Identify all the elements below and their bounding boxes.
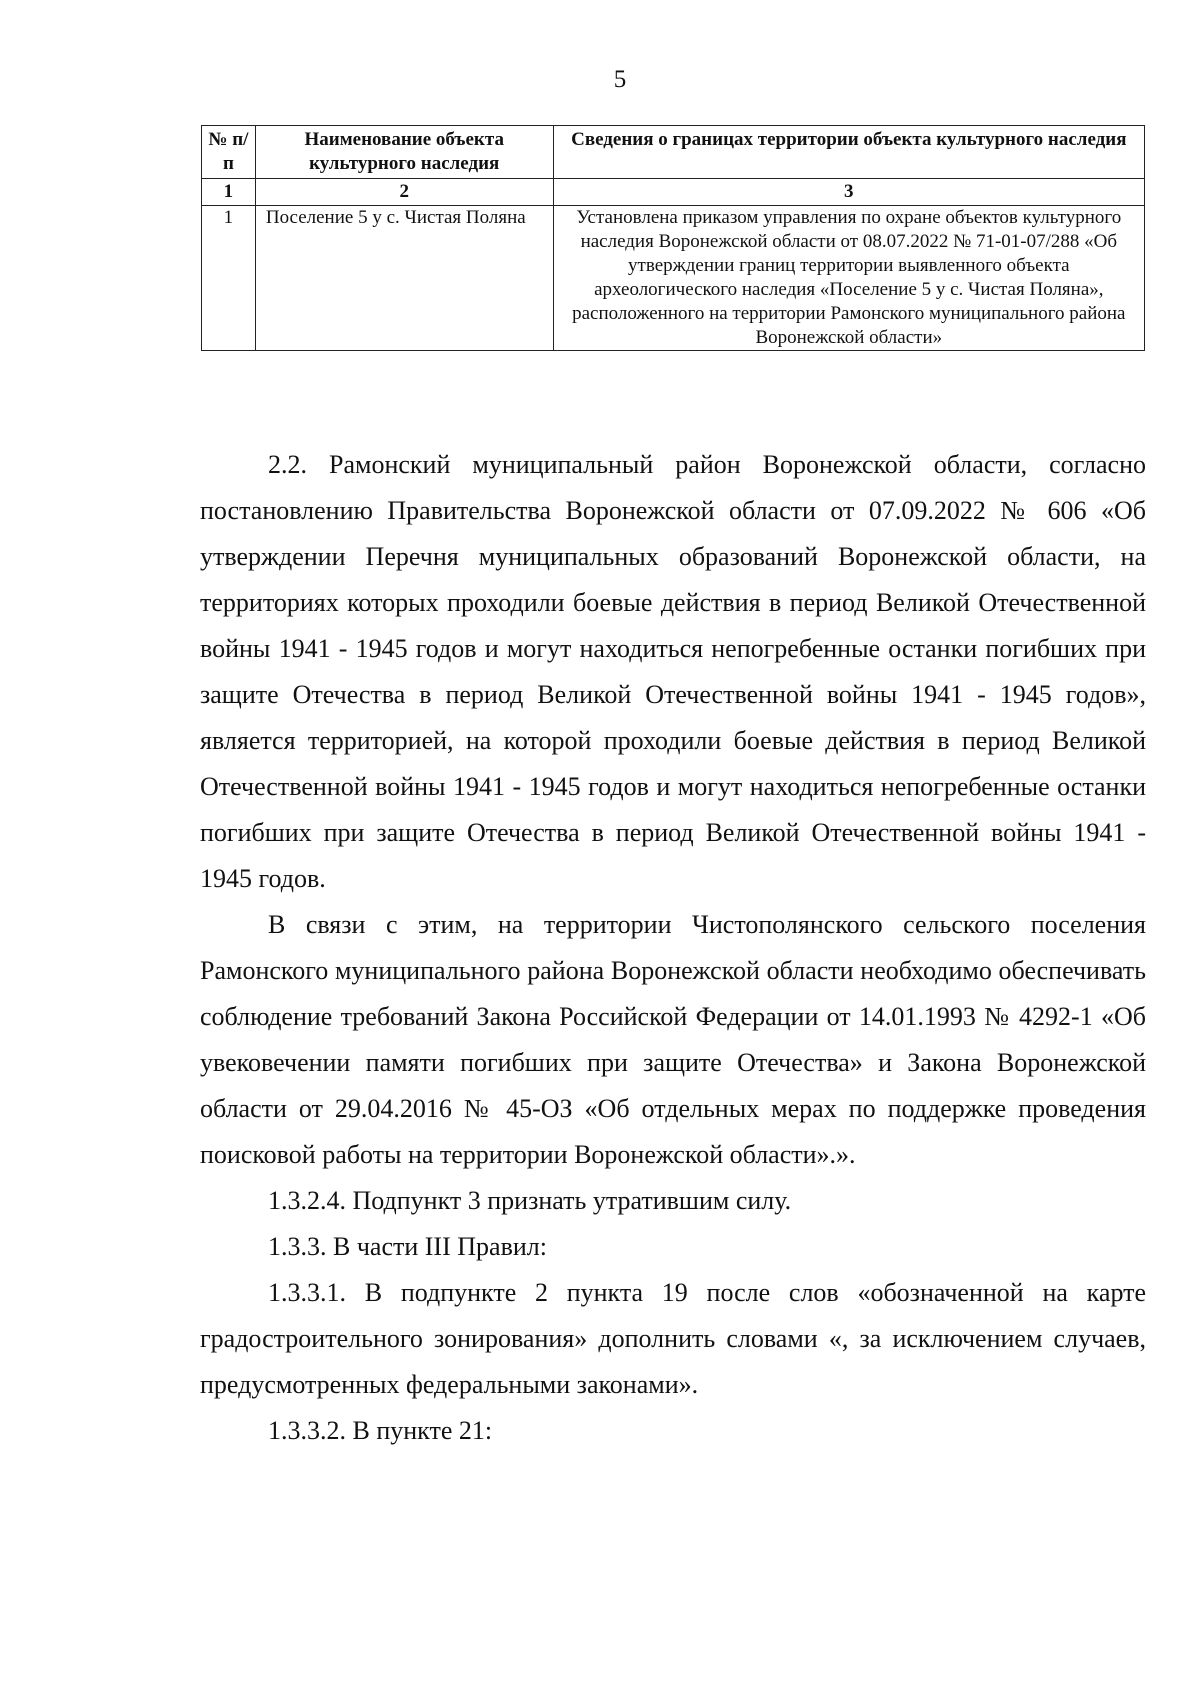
column-number-3: 3: [553, 179, 1144, 206]
paragraph-2-2: 2.2. Рамонский муниципальный район Воронежской области, согласно постановлению Правительства Воронежской области от 07.09.2022 № 606 «Об утверждении Перечня муниципальных образований Воронежской области, на территориях которых проходили боевые действия в период Великой Отечественной войны 1941 - 1945 годов и могут находиться непогребенные останки погибших при защите Отечества в период Великой Отечественной войны 1941 - 1945 годов», является территорией, на которой проходили боевые действия в период Великой Отечественной войны 1941 - 1945 годов и могут находиться непогребенные останки погибших при защите Отечества в период Великой Отечественной войны 1941 - 1945 годов.: [200, 450, 1146, 893]
table-column-numbers-row: [202, 179, 1145, 206]
table-row: [202, 206, 1145, 351]
paragraph-1-3-2-4: 1.3.2.4. Подпункт 3 признать утратившим силу.: [268, 1186, 792, 1215]
header-object-name: Наименование объекта культурного наследия: [255, 126, 553, 179]
paragraph-requirements: В связи с этим, на территории Чистополянского сельского поселения Рамонского муниципального района Воронежской области необходимо обеспечивать соблюдение требований Закона Российской Федерации от 14.01.1993 № 4292-1 «Об увековечении памяти погибших при защите Отечества» и Закона Воронежской области от 29.04.2016 № 45-ОЗ «Об отдельных мерах по поддержке проведения поисковой работы на территории Воронежской области».».: [200, 910, 1146, 1169]
row-object-name: Поселение 5 у с. Чистая Поляна: [255, 206, 553, 351]
table-header-row: [202, 126, 1145, 179]
body-text: [200, 442, 1146, 1454]
row-boundary-info: Установлена приказом управления по охране объектов культурного наследия Воронежской области от 08.07.2022 № 71-01-07/288 «Об утверждении границ территории выявленного объекта археологического наследия «Поселение 5 у с. Чистая Поляна», расположенного на территории Рамонского муниципального района Воронежской области»: [553, 206, 1144, 351]
column-number-2: 2: [255, 179, 553, 206]
heritage-table: [201, 125, 1145, 351]
paragraph-1-3-3: 1.3.3. В части III Правил:: [268, 1232, 547, 1261]
column-number-1: 1: [202, 179, 256, 206]
page-number: 5: [613, 66, 627, 93]
paragraph-1-3-3-1: 1.3.3.1. В подпункте 2 пункта 19 после слов «обозначенной на карте градостроительного зонирования» дополнить словами «, за исключением случаев, предусмотренных федеральными законами».: [200, 1278, 1146, 1399]
paragraph-1-3-3-2: 1.3.3.2. В пункте 21:: [268, 1416, 493, 1445]
row-number: 1: [202, 206, 256, 351]
header-number: № п/п: [202, 126, 256, 179]
header-boundary-info: Сведения о границах территории объекта культурного наследия: [553, 126, 1144, 179]
